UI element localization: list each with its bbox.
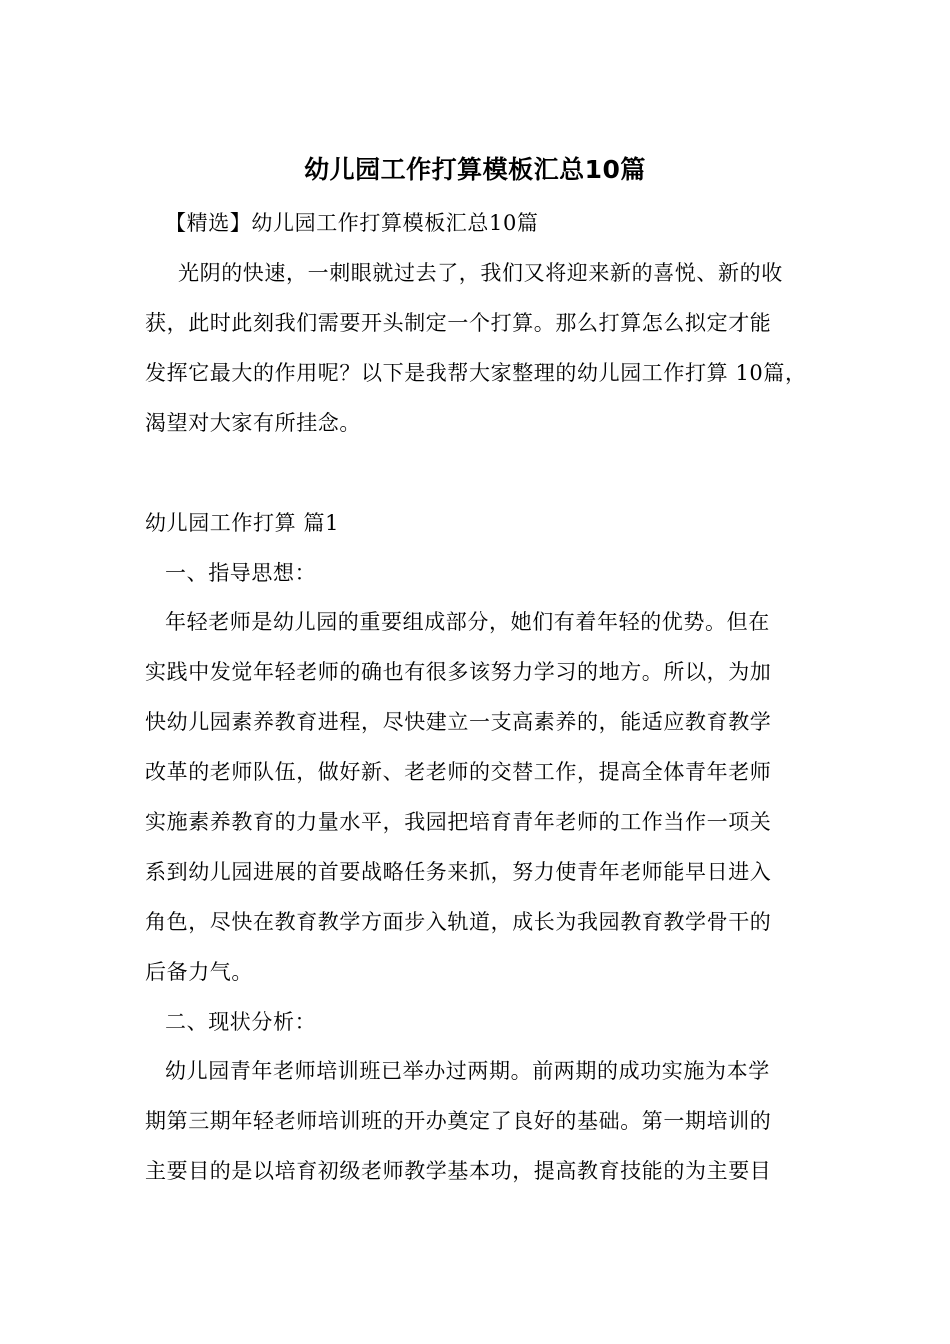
part1-heading: 一、指导思想： (165, 561, 317, 585)
part1-line: 角色，尽快在教育教学方面步入轨道，成长为我园教育教学骨干的 (145, 910, 772, 934)
part1-line: 实施素养教育的力量水平，我园把培育青年老师的工作当作一项关 (145, 810, 772, 834)
part1-line: 后备力气。 (145, 960, 253, 984)
part2-heading: 二、现状分析： (165, 1010, 317, 1034)
intro-line: 渴望对大家有所挂念。 (145, 411, 361, 435)
part1-line: 实践中发觉年轻老师的确也有很多该努力学习的地方。所以，为加 (145, 660, 772, 684)
part2-line: 主要目的是以培育初级老师教学基本功，提高教育技能的为主要目 (145, 1159, 772, 1183)
part1-line: 改革的老师队伍，做好新、老老师的交替工作，提高全体青年老师 (145, 760, 772, 784)
document-title: 幼儿园工作打算模板汇总10篇 (304, 155, 646, 184)
intro-line: 光阴的快速，一刺眼就过去了，我们又将迎来新的喜悦、新的收 (178, 261, 783, 285)
document-subtitle: 【精选】幼儿园工作打算模板汇总10篇 (165, 211, 539, 235)
part2-line: 幼儿园青年老师培训班已举办过两期。前两期的成功实施为本学 (165, 1059, 770, 1083)
part1-line: 快幼儿园素养教育进程，尽快建立一支高素养的，能适应教育教学 (145, 710, 772, 734)
intro-line: 获，此时此刻我们需要开头制定一个打算。那么打算怎么拟定才能 (145, 311, 772, 335)
part2-line: 期第三期年轻老师培训班的开办奠定了良好的基础。第一期培训的 (145, 1109, 772, 1133)
part1-line: 年轻老师是幼儿园的重要组成部分，她们有着年轻的优势。但在 (165, 610, 770, 634)
section-heading: 幼儿园工作打算 篇1 (145, 511, 340, 535)
part1-line: 系到幼儿园进展的首要战略任务来抓，努力使青年老师能早日进入 (145, 860, 772, 884)
intro-line: 发挥它最大的作用呢？以下是我帮大家整理的幼儿园工作打算 10篇， (145, 361, 807, 385)
